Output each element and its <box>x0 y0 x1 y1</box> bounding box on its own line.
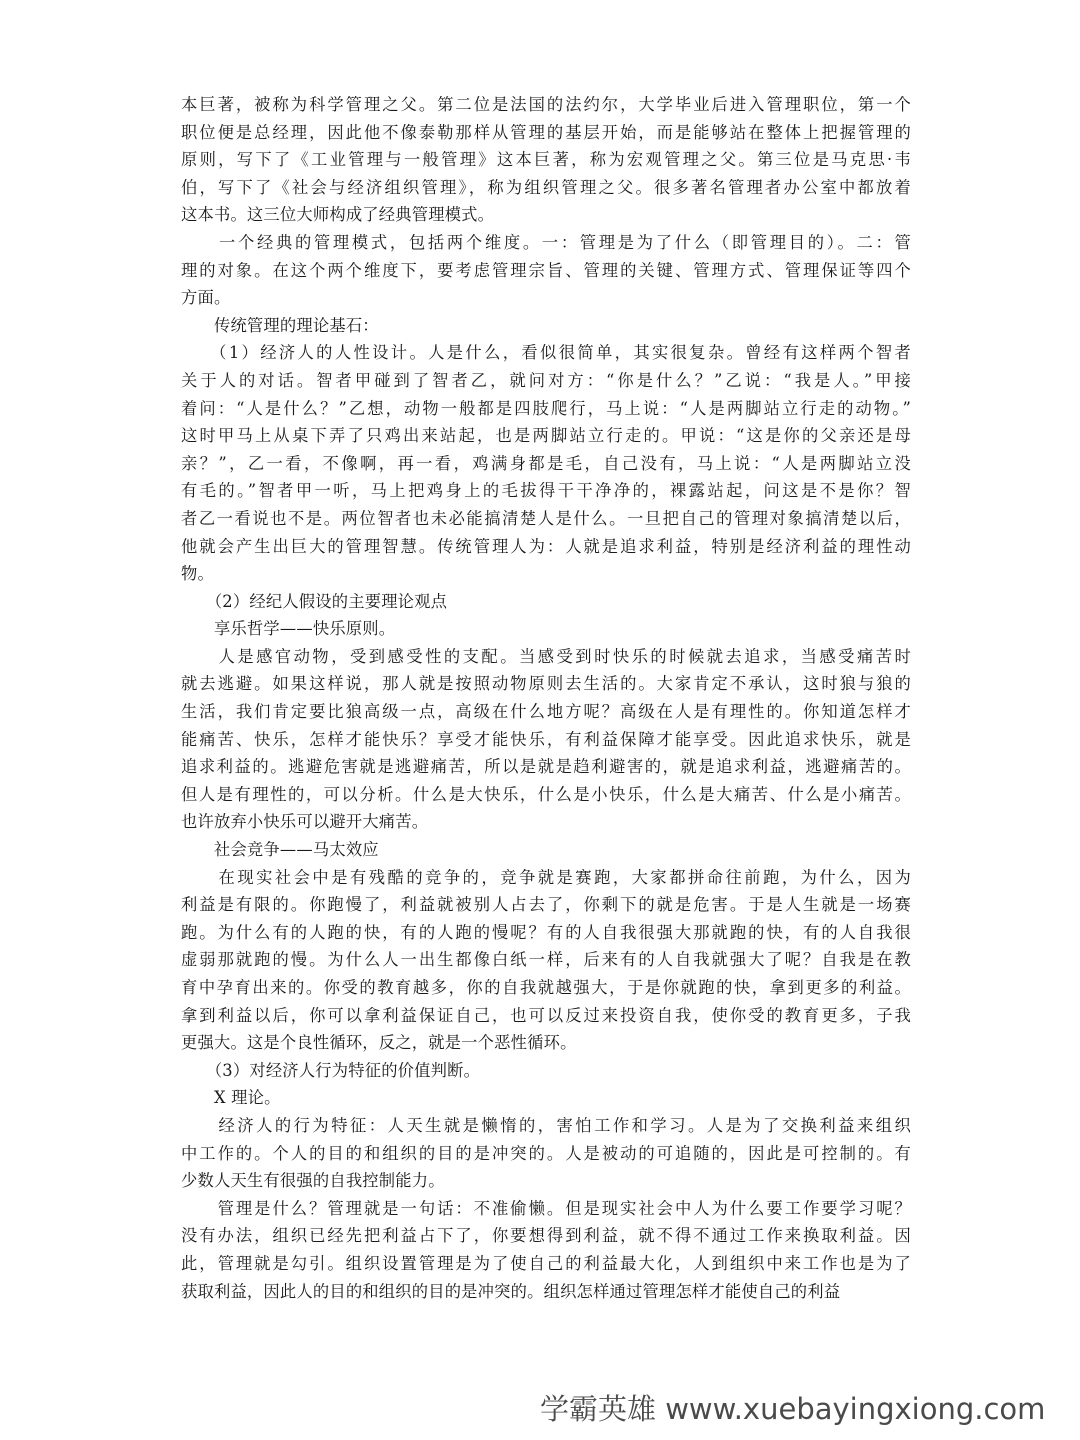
text-line: 亲？”，乙一看，不像啊，再一看，鸡满身都是毛，自己没有，马上说：“人是两脚站立没 <box>181 453 911 473</box>
text-body <box>181 91 911 1305</box>
text-line: 原则，写下了《工业管理与一般管理》这本巨著，称为宏观管理之父。第三位是马克思·韦 <box>181 150 911 170</box>
text-line: 利益是有限的。你跑慢了，利益就被别人占去了，你剩下的就是危害。于是人生就是一场赛 <box>181 895 911 915</box>
text-line: 有毛的。”智者甲一听，马上把鸡身上的毛拔得干干净净的，裸露站起，问这是不是你？智 <box>181 481 911 501</box>
text-line: （1）经济人的人性设计。人是什么，看似很简单，其实很复杂。曾经有这样两个智者 <box>181 343 911 363</box>
text-line: 也许放弃小快乐可以避开大痛苦。 <box>181 812 429 832</box>
text-line: 此，管理就是勾引。组织设置管理是为了使自己的利益最大化，人到组织中来工作也是为了 <box>181 1253 911 1273</box>
text-line: 方面。 <box>181 288 231 308</box>
text-line: 者乙一看说也不是。两位智者也未必能搞清楚人是什么。一旦把自己的管理对象搞清楚以后， <box>181 508 911 528</box>
text-line: 关于人的对话。智者甲碰到了智者乙，就问对方：“你是什么？”乙说：“我是人。”甲接 <box>181 370 911 390</box>
text-line: （2）经纪人假设的主要理论观点 <box>181 591 448 611</box>
text-line: （3）对经济人行为特征的价值判断。 <box>181 1060 481 1080</box>
text-line: 就去逃避。如果这样说，那人就是按照动物原则去生活的。大家肯定不承认，这时狼与狼的 <box>181 674 911 694</box>
text-line: 更强大。这是个良性循环，反之，就是一个恶性循环。 <box>181 1033 577 1053</box>
text-line: 拿到利益以后，你可以拿利益保证自己，也可以反过来投资自我，使你受的教育更多，子我 <box>181 1005 911 1025</box>
text-line: 跑。为什么有的人跑的快，有的人跑的慢呢？有的人自我很强大那就跑的快，有的人自我很 <box>181 922 911 942</box>
text-line: 他就会产生出巨大的管理智慧。传统管理人为：人就是追求利益，特别是经济利益的理性动 <box>181 536 911 556</box>
text-line: 传统管理的理论基石： <box>181 315 379 335</box>
watermark: 学霸英雄 www.xuebayingxiong.com <box>540 1392 1046 1426</box>
text-line: 着问：“人是什么？”乙想，动物一般都是四肢爬行，马上说：“人是两脚站立行走的动物。” <box>181 398 911 418</box>
text-line: 没有办法，组织已经先把利益占下了，你要想得到利益，就不得不通过工作来换取利益。因 <box>181 1226 911 1246</box>
text-line: 理的对象。在这个两个维度下，要考虑管理宗旨、管理的关键、管理方式、管理保证等四个 <box>181 260 911 280</box>
text-line: 在现实社会中是有残酷的竞争的，竞争就是赛跑，大家都拼命往前跑，为什么，因为 <box>181 867 911 887</box>
text-line: 这本书。这三位大师构成了经典管理模式。 <box>181 205 495 225</box>
text-line: 少数人天生有很强的自我控制能力。 <box>181 1171 445 1191</box>
text-line: 物。 <box>181 564 214 584</box>
text-line: 人是感官动物，受到感受性的支配。当感受到时快乐的时候就去追求，当感受痛苦时 <box>181 646 911 666</box>
text-line: 经济人的行为特征：人天生就是懒惰的，害怕工作和学习。人是为了交换利益来组织 <box>181 1115 911 1135</box>
text-line: 管理是什么？管理就是一句话：不准偷懒。但是现实社会中人为什么要工作要学习呢？ <box>181 1198 911 1218</box>
text-line: 追求利益的。逃避危害就是逃避痛苦，所以是就是趋利避害的，就是追求利益，逃避痛苦的。 <box>181 757 911 777</box>
text-line: 生活，我们肯定要比狼高级一点，高级在什么地方呢？高级在人是有理性的。你知道怎样才 <box>181 702 911 722</box>
text-line: 中工作的。个人的目的和组织的目的是冲突的。人是被动的可追随的，因此是可控制的。有 <box>181 1143 911 1163</box>
text-line: 社会竞争——马太效应 <box>181 840 379 860</box>
text-line: X 理论。 <box>181 1088 281 1108</box>
text-line: 伯，写下了《社会与经济组织管理》，称为组织管理之父。很多著名管理者办公室中都放着 <box>181 177 911 197</box>
text-line: 虚弱那就跑的慢。为什么人一出生都像白纸一样，后来有的人自我就强大了呢？自我是在教 <box>181 950 911 970</box>
text-line: 获取利益，因此人的目的和组织的目的是冲突的。组织怎样通过管理怎样才能使自己的利益 <box>181 1281 841 1301</box>
text-line: 但人是有理性的，可以分析。什么是大快乐，什么是小快乐，什么是大痛苦、什么是小痛苦。 <box>181 784 911 804</box>
text-line: 育中孕育出来的。你受的教育越多，你的自我就越强大，于是你就跑的快，拿到更多的利益。 <box>181 978 911 997</box>
text-line: 职位便是总经理，因此他不像泰勒那样从管理的基层开始，而是能够站在整体上把握管理的 <box>181 122 911 142</box>
text-line: 能痛苦、快乐，怎样才能快乐？享受才能快乐，有利益保障才能享受。因此追求快乐，就是 <box>181 729 911 749</box>
text-line: 一个经典的管理模式，包括两个维度。一：管理是为了什么（即管理目的）。二：管 <box>181 232 911 252</box>
text-line: 这时甲马上从桌下弄了只鸡出来站起，也是两脚站立行走的。甲说：“这是你的父亲还是母 <box>181 426 911 446</box>
text-line: 享乐哲学——快乐原则。 <box>181 619 396 639</box>
text-line: 本巨著，被称为科学管理之父。第二位是法国的法约尔，大学毕业后进入管理职位，第一个 <box>181 95 911 114</box>
